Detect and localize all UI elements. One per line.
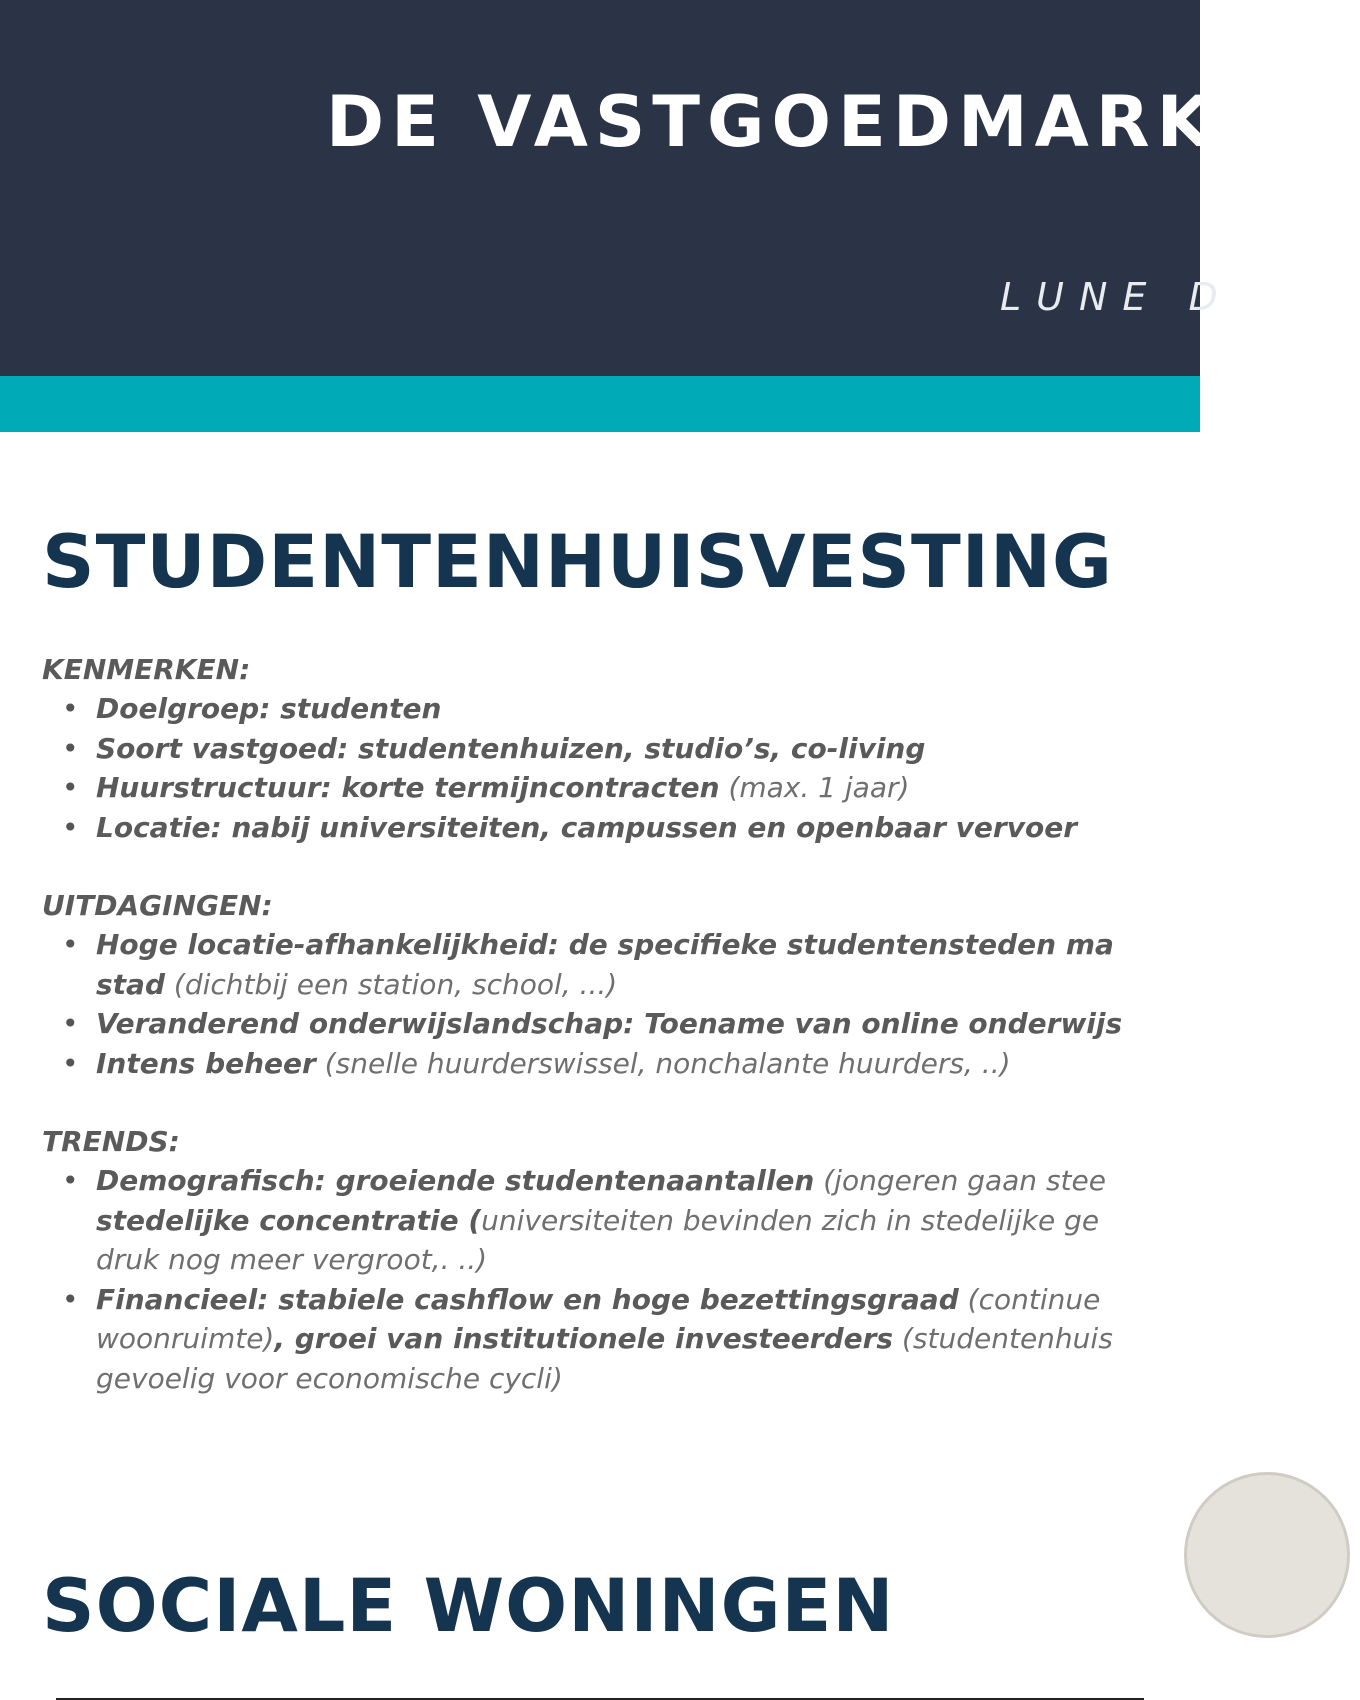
kenmerken-label: KENMERKEN: — [42, 653, 251, 686]
list-item: • Locatie: nabij universiteiten, campussen en openbaar vervoer — [60, 808, 1360, 848]
list-item: • Doelgroep: studenten — [60, 689, 1360, 729]
document-title: DE VASTGOEDMARKT — [326, 81, 1273, 163]
kenmerken-list — [60, 689, 1360, 847]
list-item: • Hoge locatie-afhankelijkheid: de specifieke studentensteden ma stad (dichtbij een station, school, ...) — [60, 925, 1360, 1004]
list-item: • Intens beheer (snelle huurderswissel, nonchalante huurders, ..) — [60, 1044, 1360, 1084]
accent-bar — [0, 376, 1200, 432]
document-author: LUNE D — [1000, 275, 1233, 319]
document-body — [0, 432, 1200, 1700]
list-item: • Veranderend onderwijslandschap: Toename van online onderwijs — [60, 1004, 1360, 1044]
trends-label: TRENDS: — [42, 1125, 180, 1158]
list-item: • Soort vastgoed: studentenhuizen, studio’s, co-living — [60, 729, 1360, 769]
list-item: • Financieel: stabiele cashflow en hoge bezettingsgraad (continue woonruimte), groei van institutionele investeerders (studentenhuis gevoelig voor economische cycli) — [60, 1280, 1360, 1399]
trends-list — [60, 1161, 1360, 1398]
uitdagingen-list — [60, 925, 1360, 1083]
document-header — [0, 0, 1273, 376]
list-item: • Demografisch: groeiende studentenaantallen (jongeren gaan stee stedelijke concentratie (universiteiten bevinden zich in stedelijke ge druk nog meer vergroot,. ..) — [60, 1161, 1360, 1280]
uitdagingen-label: UITDAGINGEN: — [42, 889, 273, 922]
list-item: • Huurstructuur: korte termijncontracten (max. 1 jaar) — [60, 768, 1360, 808]
circular-photo — [1184, 1472, 1350, 1638]
section-heading-sociale-woningen: SOCIALE WONINGEN — [42, 1564, 895, 1649]
section-heading-studentenhuisvesting: STUDENTENHUISVESTING — [42, 520, 1113, 605]
